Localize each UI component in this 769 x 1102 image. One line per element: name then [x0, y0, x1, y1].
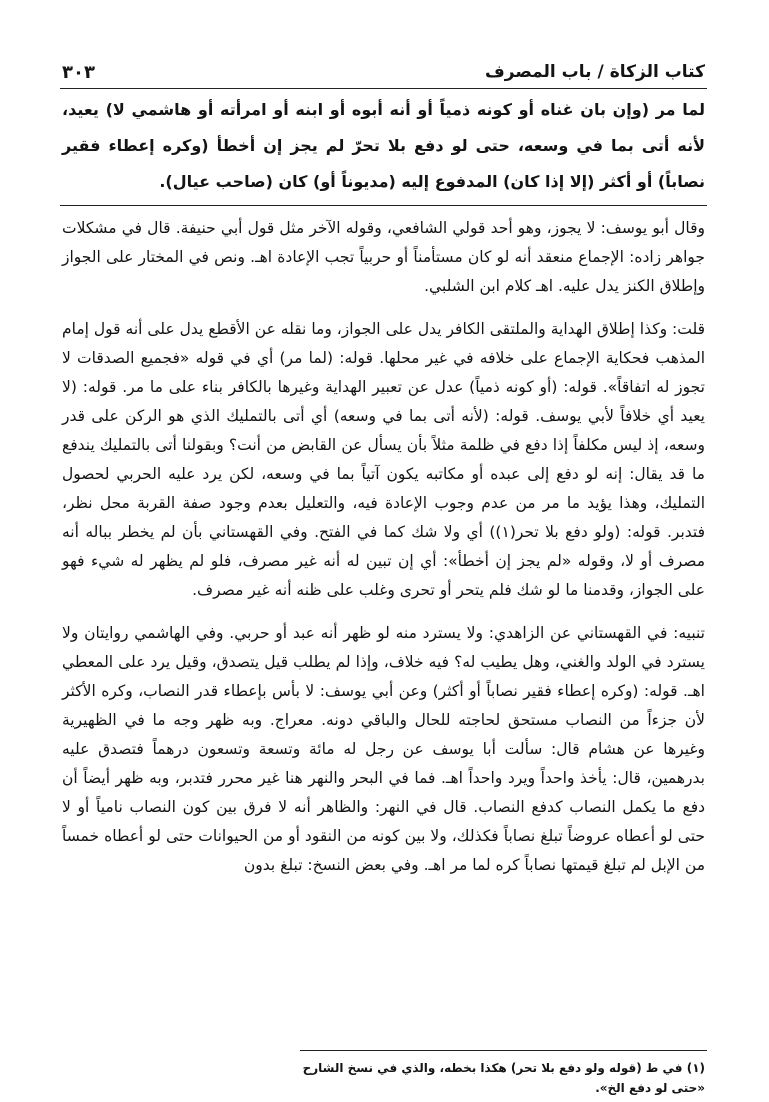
- commentary-paragraph-3: تنبيه: في القهستاني عن الزاهدي: ولا يسترد منه لو ظهر أنه عبد أو حربي. وفي الهاشمي روايتان ولا يسترد في الولد والغني، وهل يطيب له؟ فيه خلاف، وإذا لم يطلب قيل يتصدق، وقيل يرد على المعطي اهـ. قوله: (وكره إعطاء فقير نصاباً أو أكثر) وعن أبي يوسف: لا بأس بإعطاء قدر النصاب، وكره الأكثر لأن جزءاً من النصاب مستحق لحاجته للحال والباقي دونه. معراج. وبه ظهر وجه ما في الظهيرية وغيرها عن هشام قال: سألت أبا يوسف عن رجل له مائة وتسعة وتسعون درهماً فتصدق عليه بدرهمين، قال: يأخذ واحداً ويرد واحداً اهـ. فما في البحر والنهر هنا غير محرر فتدبر، وبه ظهر أيضاً أن دفع ما يكمل النصاب كدفع النصاب. قال في النهر: والظاهر أنه لا فرق بين كون النصاب نامياً أو لا حتى لو أعطاه عروضاً تبلغ نصاباً فكذلك، ولا بين كونه من النقود أو من الحيوانات حتى لو أعطاه خمساً من الإبل لم تبلغ قيمتها نصاباً كره لما مر اهـ. وفي بعض النسخ: تبلغ بدون: [62, 624, 705, 874]
- header-rule: [60, 88, 707, 89]
- commentary: [62, 214, 705, 894]
- running-header: [62, 58, 705, 86]
- main-text: [62, 92, 705, 214]
- book-title: كتاب الزكاة: [609, 62, 705, 82]
- commentary-paragraph-1: وقال أبو يوسف: لا يجوز، وهو أحد قولي الشافعي، وقوله الآخر مثل قول أبي حنيفة. قال في مشكلات جواهر زاده: الإجماع منعقد أنه لو كان مستأمناً أو حربياً تجب الإعادة اهـ. ونص في المختار على الجواز وإطلاق الكنز يدل عليه. اهـ كلام ابن الشلبي.: [62, 219, 705, 295]
- footnote-rule: [300, 1050, 707, 1051]
- header-separator: /: [597, 62, 604, 82]
- page-number: ٣٠٣: [62, 61, 95, 83]
- commentary-divider: [60, 205, 707, 206]
- commentary-paragraph-2: قلت: وكذا إطلاق الهداية والملتقى الكافر يدل على الجواز، وما نقله عن الأقطع يدل على أنه قول إمام المذهب فحكاية الإجماع على خلافه في غير محلها. قوله: (لما مر) أي في قوله «فجميع الصدقات لا تجوز له اتفاقاً». قوله: (أو كونه ذمياً) عدل عن تعبير الهداية وغيرها بالكافر بناء على ما مر. قوله: (لا يعيد أي خلافاً لأبي يوسف. قوله: (لأنه أتى بما في وسعه) أي أتى بالتمليك الذي هو الركن على قدر وسعه، إذ ليس مكلفاً إذا دفع في ظلمة مثلاً بأن يسأل عن القابض من أنت؟ وبقولنا أتى بالتمليك يندفع ما قد يقال: إنه لو دفع إلى عبده أو مكاتبه يكون آتياً بما في وسعه، لكن يرد عليه الحربي لحصول التمليك، وهذا يؤيد ما مر من عدم وجوب الإعادة فيه، والتعليل بعدم وجود صفة القربة محل نظر، فتدبر. قوله: (ولو دفع بلا تحر(١)) أي ولا شك كما في الفتح. وفي القهستاني بأن لم يخطر بباله أنه مصرف أو لا، وقوله «لم يجز إن أخطأ»: أي إن تبين له أنه غير مصرف، فلو لم يظهر له شيء فهو على الجواز، وقدمنا ما لو شك فلم يتحر أو تحرى وغلب على ظنه أنه غير مصرف.: [62, 320, 705, 599]
- footnote: (١) في ط (قوله ولو دفع بلا تحر) هكذا بخطه، والذي في نسخ الشارح «حتى لو دفع الخ».: [302, 1061, 705, 1095]
- main-text-paragraph: لما مر (وإن بان غناه أو كونه ذمياً أو أنه أبوه أو ابنه أو امرأته أو هاشمي لا) يعيد، لأنه أتى بما في وسعه، حتى لو دفع بلا تحرّ لم يجز إن أخطأ (وكره إعطاء فقير نصاباً) أو أكثر (إلا إذا كان) المدفوع إليه (مديوناً أو) كان (صاحب عيال).: [62, 100, 705, 191]
- header-title: [485, 62, 705, 82]
- chapter-title: باب المصرف: [485, 62, 592, 82]
